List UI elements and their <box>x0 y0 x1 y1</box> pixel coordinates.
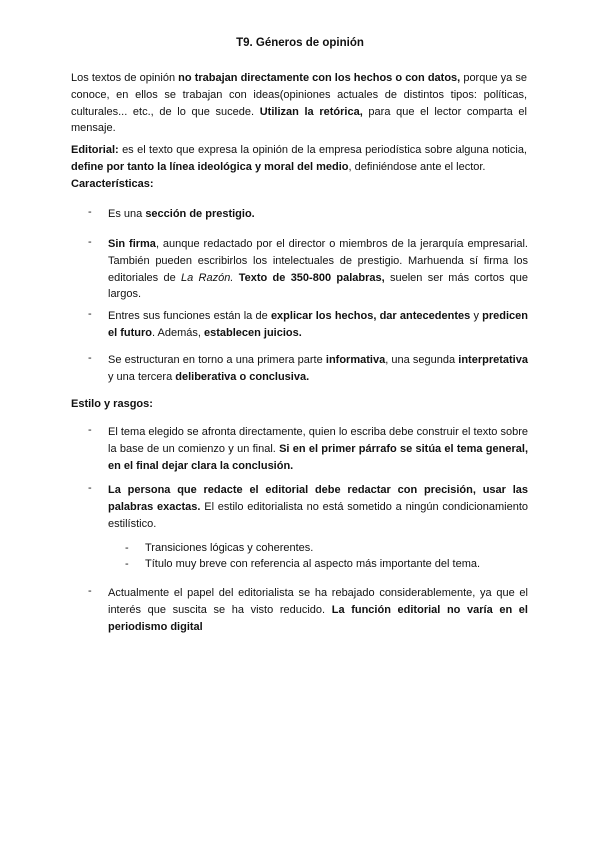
bullet-dash: - <box>88 482 92 494</box>
bullet-dash: - <box>125 542 129 554</box>
document-page: T9. Géneros de opinión Los textos de opinión no trabajan directamente con los hechos o con datos, porque ya se conoce, en ellos se trabajan con ideas(opiniones actuales de distintos tipos: políticas, culturales... etc., de lo que sucede. Utilizan la retórica, para que el lector comparta el mensaje. Editorial: es el texto que expresa la opinión de la empresa periodística sobre alguna noticia, define por tanto la línea ideológica y moral del medio, definiéndose ante el lector. Características: - Es una sección de prestigio. - Sin firma, aunque redactado por el director o miembros de la jerarquía empresarial. También pueden escribirlos los intelectuales de prestigio. Marhuenda sí firma los editoriales de La Razón. Texto de 350-800 palabras, suelen ser más cortos que largos. - Entres sus funciones están la de explicar los hechos, dar antecedentes y predicen el futuro. Además, establecen juicios. - Se estructuran en torno a una primera parte informativa, una segunda interpretativa y una tercera deliberativa o conclusiva. Estilo y rasgos: - El tema elegido se afronta directamente, quien lo escriba debe construir el texto sobre la base de un comienzo y un final. Si en el primer párrafo se sitúa el tema general, en el final dejar clara la conclusión. - La persona que redacte el editorial debe redactar con precisión, usar las palabras exactas. El estilo editorialista no está sometido a ningún condicionamiento estilístico. - Transiciones lógicas y coherentes. - Título muy breve con referencia al aspecto más importante del tema. - Actualmente el papel del editorialista se ha rebajado considerablemente, ya que el interés que suscita se ha visto reducido. La función editorial no varía en el periodismo digital <box>0 0 600 848</box>
characteristics-heading: Características: <box>71 177 154 190</box>
bullet-dash: - <box>88 206 92 218</box>
style-heading: Estilo y rasgos: <box>71 398 153 410</box>
bullet-dash: - <box>88 585 92 597</box>
bullet-dash: - <box>125 558 129 570</box>
bullet-dash: - <box>88 308 92 320</box>
bullet-dash: - <box>88 236 92 248</box>
editorial-paragraph: Editorial: es el texto que expresa la opinión de la empresa periodística sobre alguna noticia, define por tanto la línea ideológica y moral del medio, definiéndose ante el lector. Características: <box>71 144 527 190</box>
page-title: T9. Géneros de opinión <box>236 37 364 49</box>
bullet-dash: - <box>88 424 92 436</box>
bullet-dash: - <box>88 352 92 364</box>
intro-paragraph: Los textos de opinión no trabajan directamente con los hechos o con datos, porque ya se conoce, en ellos se trabajan con ideas(opiniones actuales de distintos tipos: políticas, culturales... etc., de lo que sucede. Utilizan la retórica, para que el lector comparta el mensaje. <box>71 72 527 135</box>
